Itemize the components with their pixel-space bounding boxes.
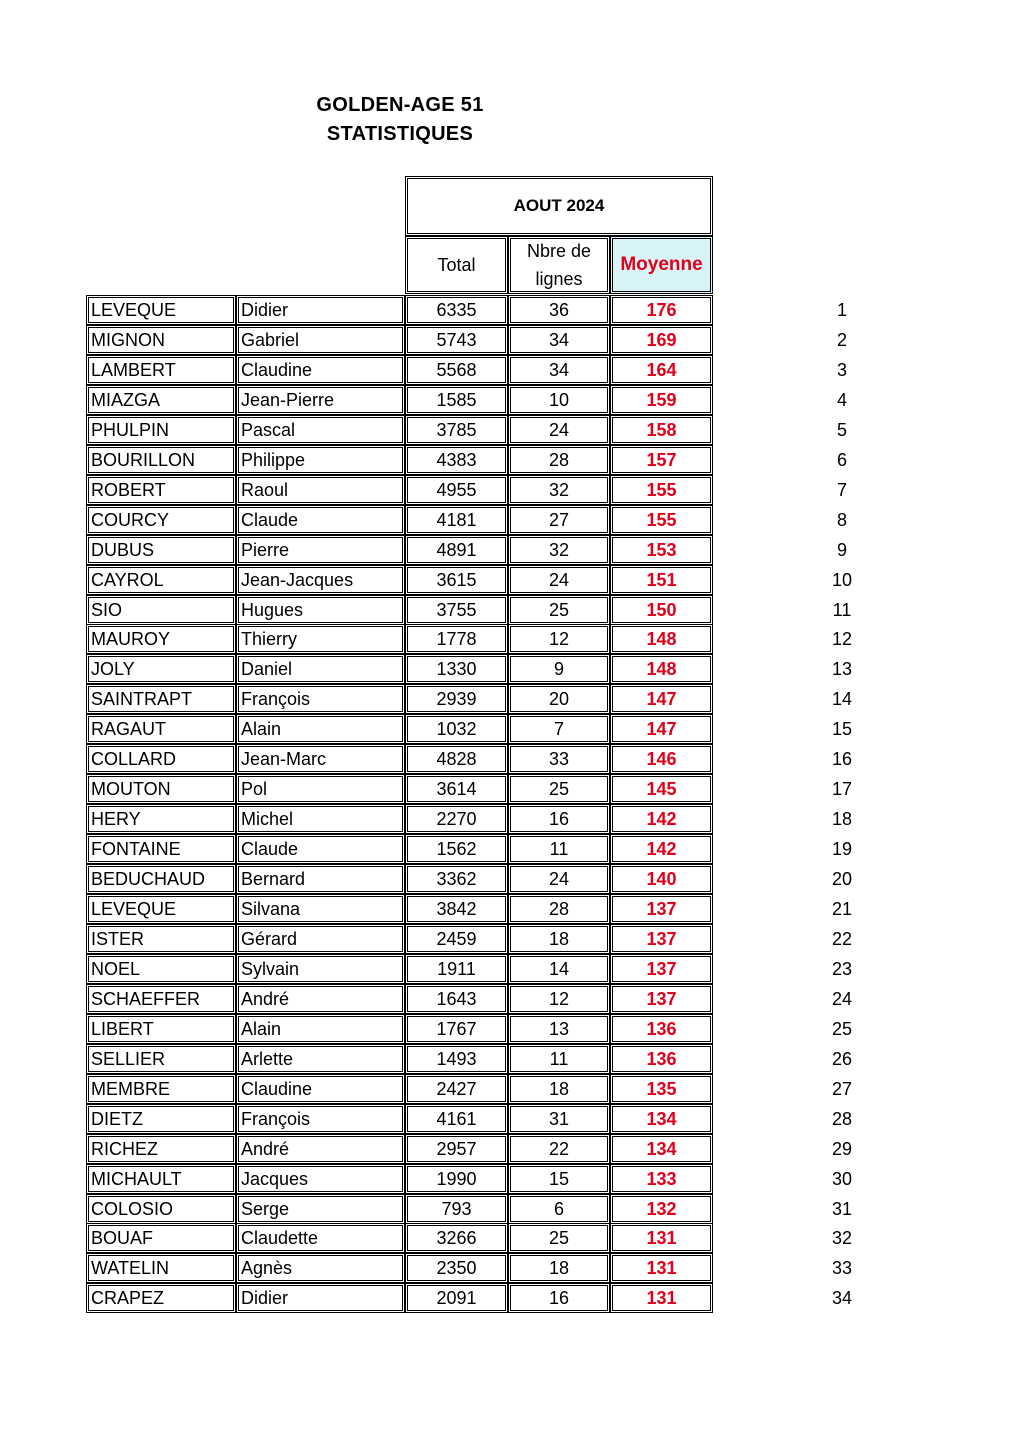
average-cell: 134	[610, 1134, 713, 1164]
first-name-cell: Gabriel	[236, 325, 405, 355]
last-name-cell: CAYROL	[86, 565, 236, 595]
table-row	[86, 624, 853, 654]
total-cell: 1643	[405, 984, 508, 1014]
average-cell: 157	[610, 445, 713, 475]
last-name-cell: DIETZ	[86, 1104, 236, 1134]
table-row	[86, 1134, 853, 1164]
last-name-cell: MICHAULT	[86, 1164, 236, 1194]
last-name-cell: MEMBRE	[86, 1074, 236, 1104]
first-name-cell: Alain	[236, 714, 405, 744]
last-name-cell: COLOSIO	[86, 1194, 236, 1224]
total-cell: 5743	[405, 325, 508, 355]
rank-number: 12	[831, 629, 853, 650]
rank-number: 10	[831, 569, 853, 590]
first-name-cell: Serge	[236, 1194, 405, 1224]
lines-cell: 20	[508, 684, 610, 714]
first-name-cell: Agnès	[236, 1253, 405, 1283]
lines-cell: 33	[508, 744, 610, 774]
average-cell: 147	[610, 684, 713, 714]
last-name-cell: SCHAEFFER	[86, 984, 236, 1014]
last-name-cell: LIBERT	[86, 1014, 236, 1044]
lines-cell: 7	[508, 714, 610, 744]
average-cell: 131	[610, 1283, 713, 1313]
table-row	[86, 984, 853, 1014]
total-column-header: Total	[405, 236, 508, 294]
table-row	[86, 1253, 853, 1283]
lines-cell: 6	[508, 1194, 610, 1224]
first-name-cell: Jacques	[236, 1164, 405, 1194]
rank-number: 29	[831, 1138, 853, 1159]
document-subtitle: STATISTIQUES	[326, 123, 474, 145]
lines-cell: 24	[508, 864, 610, 894]
lines-cell: 12	[508, 624, 610, 654]
first-name-cell: Jean-Jacques	[236, 565, 405, 595]
average-cell: 153	[610, 535, 713, 565]
total-cell: 2939	[405, 684, 508, 714]
last-name-cell: RICHEZ	[86, 1134, 236, 1164]
rank-number: 17	[831, 779, 853, 800]
total-cell: 793	[405, 1194, 508, 1224]
total-cell: 4383	[405, 445, 508, 475]
first-name-cell: Pol	[236, 774, 405, 804]
last-name-cell: RAGAUT	[86, 714, 236, 744]
lines-cell: 25	[508, 774, 610, 804]
rank-number: 6	[836, 449, 847, 470]
table-row	[86, 954, 853, 984]
average-cell: 155	[610, 475, 713, 505]
last-name-cell: SAINTRAPT	[86, 684, 236, 714]
total-cell: 1767	[405, 1014, 508, 1044]
total-cell: 2350	[405, 1253, 508, 1283]
first-name-cell: Arlette	[236, 1044, 405, 1074]
lines-cell: 36	[508, 295, 610, 325]
last-name-cell: MIGNON	[86, 325, 236, 355]
lines-cell: 34	[508, 355, 610, 385]
rank-number: 32	[831, 1228, 853, 1249]
rank-number: 21	[831, 899, 853, 919]
average-cell: 135	[610, 1074, 713, 1104]
average-cell: 176	[610, 295, 713, 325]
first-name-cell: Philippe	[236, 445, 405, 475]
rank-number: 28	[831, 1108, 853, 1129]
last-name-cell: SIO	[86, 595, 236, 625]
average-cell: 158	[610, 415, 713, 445]
total-cell: 2459	[405, 924, 508, 954]
total-cell: 1585	[405, 385, 508, 415]
average-cell: 131	[610, 1253, 713, 1283]
first-name-cell: Gérard	[236, 924, 405, 954]
rank-number: 15	[831, 719, 853, 740]
lines-cell: 18	[508, 1253, 610, 1283]
average-column-header: Moyenne	[610, 236, 713, 294]
rank-number: 25	[831, 1018, 853, 1039]
rank-number: 7	[836, 479, 847, 500]
total-cell: 1778	[405, 624, 508, 654]
table-row	[86, 804, 853, 834]
first-name-cell: Claude	[236, 834, 405, 864]
total-cell: 4161	[405, 1104, 508, 1134]
table-row	[86, 1283, 853, 1313]
table-row	[86, 355, 847, 385]
average-cell: 151	[610, 565, 713, 595]
total-cell: 1493	[405, 1044, 508, 1074]
rank-number: 26	[831, 1048, 853, 1069]
table-row	[86, 1074, 853, 1104]
first-name-cell: François	[236, 1104, 405, 1134]
total-cell: 4181	[405, 505, 508, 535]
average-cell: 132	[610, 1194, 713, 1224]
rank-number: 3	[836, 359, 847, 380]
average-cell: 148	[610, 624, 713, 654]
average-cell: 147	[610, 714, 713, 744]
average-cell: 140	[610, 864, 713, 894]
first-name-cell: Raoul	[236, 475, 405, 505]
average-cell: 131	[610, 1223, 713, 1253]
table-row	[86, 295, 847, 325]
total-cell: 3362	[405, 864, 508, 894]
last-name-cell: JOLY	[86, 654, 236, 684]
last-name-cell: WATELIN	[86, 1253, 236, 1283]
table-row	[86, 1223, 853, 1253]
first-name-cell: Pierre	[236, 535, 405, 565]
table-row	[86, 744, 853, 774]
period-header: AOUT 2024	[405, 176, 713, 236]
table-row	[86, 1194, 853, 1224]
rank-number: 18	[831, 809, 853, 830]
average-cell: 159	[610, 385, 713, 415]
lines-cell: 13	[508, 1014, 610, 1044]
average-cell: 137	[610, 894, 713, 924]
lines-cell: 25	[508, 595, 610, 625]
table-row	[86, 595, 852, 625]
average-cell: 137	[610, 984, 713, 1014]
lines-cell: 14	[508, 954, 610, 984]
first-name-cell: Claude	[236, 505, 405, 535]
table-row	[86, 834, 853, 864]
rank-number: 30	[831, 1168, 853, 1189]
average-cell: 142	[610, 804, 713, 834]
table-row	[86, 565, 853, 595]
total-cell: 3614	[405, 774, 508, 804]
total-cell: 3266	[405, 1223, 508, 1253]
average-cell: 134	[610, 1104, 713, 1134]
first-name-cell: Sylvain	[236, 954, 405, 984]
rank-number: 34	[831, 1288, 853, 1309]
total-cell: 1990	[405, 1164, 508, 1194]
last-name-cell: NOEL	[86, 954, 236, 984]
rank-number: 33	[831, 1258, 853, 1279]
table-row	[86, 415, 847, 445]
last-name-cell: BOURILLON	[86, 445, 236, 475]
lines-cell: 11	[508, 1044, 610, 1074]
last-name-cell: BOUAF	[86, 1223, 236, 1253]
first-name-cell: Jean-Pierre	[236, 385, 405, 415]
rank-number: 27	[831, 1078, 853, 1099]
table-row	[86, 475, 847, 505]
lines-cell: 32	[508, 535, 610, 565]
lines-cell: 11	[508, 834, 610, 864]
rank-number: 11	[832, 599, 852, 620]
last-name-cell: HERY	[86, 804, 236, 834]
rank-number: 4	[836, 389, 847, 410]
lines-cell: 12	[508, 984, 610, 1014]
last-name-cell: BEDUCHAUD	[86, 864, 236, 894]
last-name-cell: ROBERT	[86, 475, 236, 505]
lines-cell: 10	[508, 385, 610, 415]
first-name-cell: Pascal	[236, 415, 405, 445]
first-name-cell: Claudette	[236, 1223, 405, 1253]
table-row	[86, 1164, 853, 1194]
table-row	[86, 445, 847, 475]
average-cell: 145	[610, 774, 713, 804]
average-cell: 136	[610, 1044, 713, 1074]
rank-number: 14	[831, 689, 853, 710]
lines-cell: 31	[508, 1104, 610, 1134]
table-row	[86, 714, 853, 744]
first-name-cell: Silvana	[236, 894, 405, 924]
total-cell: 2091	[405, 1283, 508, 1313]
total-cell: 1911	[405, 954, 508, 984]
table-row	[86, 325, 847, 355]
average-cell: 142	[610, 834, 713, 864]
rank-number: 8	[836, 509, 847, 530]
last-name-cell: MOUTON	[86, 774, 236, 804]
average-cell: 148	[610, 654, 713, 684]
rank-number: 23	[831, 958, 853, 979]
first-name-cell: Bernard	[236, 864, 405, 894]
last-name-cell: SELLIER	[86, 1044, 236, 1074]
lines-cell: 28	[508, 894, 610, 924]
first-name-cell: Jean-Marc	[236, 744, 405, 774]
total-cell: 3615	[405, 565, 508, 595]
last-name-cell: LEVEQUE	[86, 295, 236, 325]
lines-cell: 22	[508, 1134, 610, 1164]
rank-number: 20	[831, 869, 853, 890]
first-name-cell: Alain	[236, 1014, 405, 1044]
rank-number: 22	[831, 928, 853, 949]
rank-number: 9	[836, 539, 847, 560]
first-name-cell: Daniel	[236, 654, 405, 684]
table-row	[86, 684, 853, 714]
first-name-cell: André	[236, 1134, 405, 1164]
last-name-cell: LAMBERT	[86, 355, 236, 385]
total-cell: 1562	[405, 834, 508, 864]
first-name-cell: André	[236, 984, 405, 1014]
average-cell: 137	[610, 924, 713, 954]
first-name-cell: Michel	[236, 804, 405, 834]
lines-cell: 24	[508, 415, 610, 445]
total-cell: 1330	[405, 654, 508, 684]
table-row	[86, 385, 847, 415]
average-cell: 155	[610, 505, 713, 535]
last-name-cell: ISTER	[86, 924, 236, 954]
document-title: GOLDEN-AGE 51	[316, 94, 484, 116]
average-cell: 146	[610, 744, 713, 774]
rank-number: 1	[836, 300, 847, 320]
lines-cell: 15	[508, 1164, 610, 1194]
total-cell: 2957	[405, 1134, 508, 1164]
first-name-cell: Hugues	[236, 595, 405, 625]
rank-number: 5	[836, 419, 847, 440]
last-name-cell: DUBUS	[86, 535, 236, 565]
first-name-cell: Claudine	[236, 355, 405, 385]
lines-cell: 18	[508, 1074, 610, 1104]
first-name-cell: François	[236, 684, 405, 714]
total-cell: 4828	[405, 744, 508, 774]
lines-cell: 16	[508, 1283, 610, 1313]
rank-number: 16	[831, 749, 853, 770]
rank-number: 2	[836, 329, 847, 350]
average-cell: 164	[610, 355, 713, 385]
total-cell: 2427	[405, 1074, 508, 1104]
last-name-cell: MAUROY	[86, 624, 236, 654]
total-cell: 3785	[405, 415, 508, 445]
average-cell: 136	[610, 1014, 713, 1044]
average-cell: 133	[610, 1164, 713, 1194]
lines-cell: 9	[508, 654, 610, 684]
first-name-cell: Claudine	[236, 1074, 405, 1104]
total-cell: 2270	[405, 804, 508, 834]
table-row	[86, 1104, 853, 1134]
rank-number: 13	[831, 659, 853, 680]
total-cell: 5568	[405, 355, 508, 385]
last-name-cell: COLLARD	[86, 744, 236, 774]
table-row	[86, 924, 853, 954]
total-cell: 1032	[405, 714, 508, 744]
lines-cell: 25	[508, 1223, 610, 1253]
table-row	[86, 1014, 853, 1044]
rank-number: 19	[831, 839, 853, 860]
first-name-cell: Didier	[236, 295, 405, 325]
lines-cell: 32	[508, 475, 610, 505]
average-cell: 137	[610, 954, 713, 984]
table-row	[86, 535, 847, 565]
first-name-cell: Thierry	[236, 624, 405, 654]
lines-column-header: Nbre de lignes	[508, 236, 610, 294]
last-name-cell: MIAZGA	[86, 385, 236, 415]
lines-cell: 16	[508, 804, 610, 834]
total-cell: 3842	[405, 894, 508, 924]
lines-cell: 24	[508, 565, 610, 595]
rank-number: 24	[831, 988, 853, 1009]
total-cell: 6335	[405, 295, 508, 325]
total-cell: 3755	[405, 595, 508, 625]
lines-cell: 18	[508, 924, 610, 954]
average-cell: 169	[610, 325, 713, 355]
last-name-cell: CRAPEZ	[86, 1283, 236, 1313]
last-name-cell: LEVEQUE	[86, 894, 236, 924]
lines-cell: 27	[508, 505, 610, 535]
total-cell: 4955	[405, 475, 508, 505]
rank-number: 31	[831, 1198, 853, 1219]
table-row	[86, 1044, 853, 1074]
table-row	[86, 505, 847, 535]
average-cell: 150	[610, 595, 713, 625]
last-name-cell: COURCY	[86, 505, 236, 535]
last-name-cell: PHULPIN	[86, 415, 236, 445]
first-name-cell: Didier	[236, 1283, 405, 1313]
last-name-cell: FONTAINE	[86, 834, 236, 864]
table-row	[86, 774, 853, 804]
table-row	[86, 894, 853, 924]
total-cell: 4891	[405, 535, 508, 565]
table-row	[86, 654, 853, 684]
lines-cell: 28	[508, 445, 610, 475]
lines-cell: 34	[508, 325, 610, 355]
table-row	[86, 864, 853, 894]
